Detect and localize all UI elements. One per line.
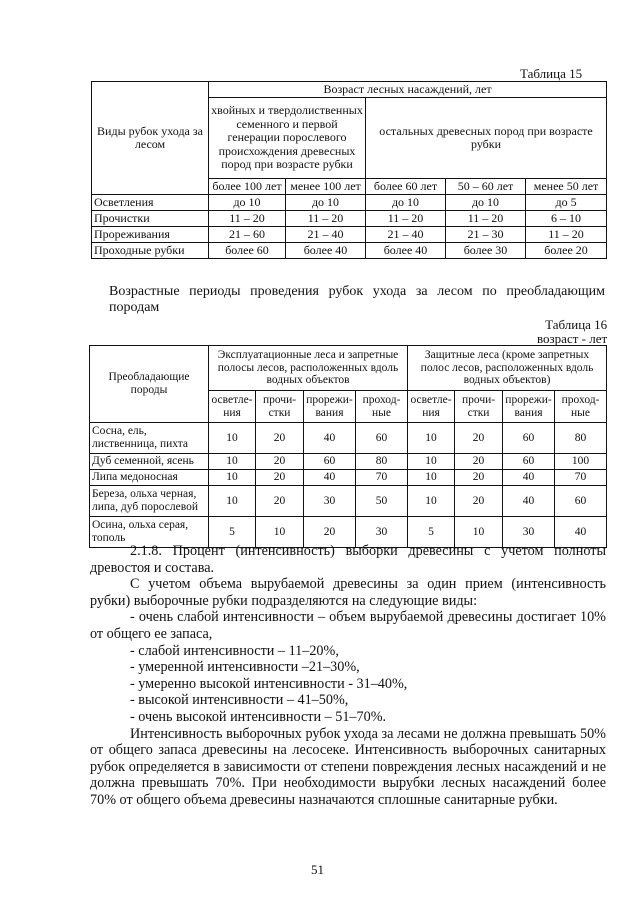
table-cell: 20 — [304, 517, 356, 548]
table-cell: до 10 — [286, 195, 366, 211]
table-cell: 21 – 30 — [446, 227, 526, 243]
table-cell: более 40 — [286, 243, 366, 259]
table15-age-col: менее 100 лет — [286, 179, 366, 195]
table16-subcaption: возраст - лет — [537, 331, 608, 346]
table15-age-col: более 100 лет — [209, 179, 286, 195]
paragraph-intensity-limits: Интенсивность выборочных рубок ухода за лесами не должна превышать 50% от общего запаса древесины на лесосеке. Интенсивность выборочных санитарных рубок определяется в зависимости от степени повреждения лесных насаждений и не должна превышать 70%. При необходимости вырубки лесных насаждений более 70% от общего объема древесины назначаются сплошные санитарные рубки. — [90, 725, 606, 808]
table-cell: 80 — [555, 423, 607, 454]
table16-row-name: Береза, ольха черная, липа, дуб порослевой — [90, 486, 209, 517]
table-cell: до 10 — [366, 195, 446, 211]
table16-row-header: Преобладающие породы — [90, 346, 209, 423]
table16-sub-col: осветле-ния — [209, 391, 256, 423]
table-cell: 10 — [209, 470, 256, 486]
table-cell: 40 — [503, 486, 555, 517]
table-16 — [89, 345, 607, 548]
table-cell: 40 — [304, 423, 356, 454]
table-row — [92, 195, 607, 211]
table-cell: более 20 — [526, 243, 607, 259]
table16-group-exploitation: Эксплуатационные леса и запретные полосы лесов, расположенных вдоль водных объектов — [209, 346, 408, 391]
table-cell: 40 — [304, 470, 356, 486]
table-cell: 20 — [256, 486, 304, 517]
table15-group-header: Возраст лесных насаждений, лет — [209, 82, 607, 98]
table-cell: 20 — [256, 470, 304, 486]
table-cell: 20 — [455, 423, 503, 454]
table-cell: 11 – 20 — [526, 227, 607, 243]
table15-row-name: Проходные рубки — [92, 243, 209, 259]
table-cell: 11 – 20 — [366, 211, 446, 227]
table-cell: 20 — [256, 454, 304, 470]
table-cell: 10 — [408, 470, 455, 486]
table-cell: 10 — [256, 517, 304, 548]
table16-sub-col: прорежи-вания — [503, 391, 555, 423]
table15-row-name: Осветления — [92, 195, 209, 211]
table-cell: 11 – 20 — [286, 211, 366, 227]
table16-row-name: Дуб семенной, ясень — [90, 454, 209, 470]
table-cell: 40 — [555, 517, 607, 548]
table15-age-col: 50 – 60 лет — [446, 179, 526, 195]
paragraph-intensity-intro: С учетом объема вырубаемой древесины за один прием (интенсивность рубки) выборочные рубки подразделяются на следующие виды: — [90, 576, 606, 609]
table-cell: 10 — [209, 486, 256, 517]
table-cell: 30 — [356, 517, 408, 548]
table-cell: 5 — [408, 517, 455, 548]
table-cell: до 10 — [446, 195, 526, 211]
table-cell: 20 — [455, 470, 503, 486]
table16-sub-col: проход-ные — [555, 391, 607, 423]
table-cell: 21 – 60 — [209, 227, 286, 243]
table-cell: 40 — [503, 470, 555, 486]
table-cell: 10 — [408, 486, 455, 517]
table-cell: 80 — [356, 454, 408, 470]
table-cell: более 40 — [366, 243, 446, 259]
list-item: - очень слабой интенсивности – объем вырубаемой древесины достигает 10% от общего ее запаса, — [90, 609, 606, 642]
table-cell: 10 — [408, 423, 455, 454]
list-item: - слабой интенсивности – 11–20%, — [130, 642, 339, 659]
table-cell: до 5 — [526, 195, 607, 211]
table16-caption: Таблица 16 — [545, 317, 608, 332]
table-cell: 60 — [503, 423, 555, 454]
table16-sub-col: прорежи-вания — [304, 391, 356, 423]
table16-row-name: Липа медоносная — [90, 470, 209, 486]
list-item: - умеренно высокой интенсивности - 31–40%, — [130, 675, 408, 692]
table-row — [90, 454, 607, 470]
table16-sub-col: проход-ные — [356, 391, 408, 423]
table-cell: 10 — [209, 454, 256, 470]
table16-row-name: Сосна, ель, лиственница, пихта — [90, 423, 209, 454]
table15-caption: Таблица 15 — [520, 66, 583, 81]
table-15 — [91, 81, 607, 259]
table-row — [90, 423, 607, 454]
table-cell: 30 — [304, 486, 356, 517]
table15-subgroup-other: остальных древесных пород при возрасте рубки — [366, 98, 607, 179]
table-row — [90, 470, 607, 486]
table-cell: 21 – 40 — [366, 227, 446, 243]
table-cell: 11 – 20 — [209, 211, 286, 227]
table15-row-name: Прочистки — [92, 211, 209, 227]
table-row — [92, 243, 607, 259]
table15-row-header: Виды рубок ухода за лесом — [92, 82, 209, 195]
table-cell: 60 — [304, 454, 356, 470]
table-cell: 30 — [503, 517, 555, 548]
table-cell: до 10 — [209, 195, 286, 211]
table-cell: 6 – 10 — [526, 211, 607, 227]
table-cell: 50 — [356, 486, 408, 517]
table15-age-col: более 60 лет — [366, 179, 446, 195]
page-number: 51 — [311, 862, 324, 877]
table-cell: 20 — [455, 454, 503, 470]
table16-row-name: Осина, ольха серая, тополь — [90, 517, 209, 548]
table15-row-name: Прореживания — [92, 227, 209, 243]
list-item: - высокой интенсивности – 41–50%, — [130, 692, 349, 709]
list-item: - очень высокой интенсивности – 51–70%. — [130, 708, 387, 725]
table-row — [92, 211, 607, 227]
table-cell: 11 – 20 — [446, 211, 526, 227]
table16-caption-block — [537, 318, 607, 346]
table-cell: 100 — [555, 454, 607, 470]
table-cell: более 60 — [209, 243, 286, 259]
list-item: - умеренной интенсивности –21–30%, — [130, 659, 360, 676]
table-row — [92, 227, 607, 243]
table15-subgroup-conifer: хвойных и твердолиственных семенного и первой генерации порослевого происхождения древесных пород при возрасте рубки — [209, 98, 366, 179]
table15-age-col: менее 50 лет — [526, 179, 607, 195]
table-cell: 10 — [455, 517, 503, 548]
table-cell: 10 — [209, 423, 256, 454]
table-cell: 20 — [455, 486, 503, 517]
table16-group-protective: Защитные леса (кроме запретных полос лесов, расположенных вдоль водных объектов) — [408, 346, 607, 391]
table-cell: 21 – 40 — [286, 227, 366, 243]
table-cell: 5 — [209, 517, 256, 548]
table-cell: 70 — [555, 470, 607, 486]
table-cell: 60 — [555, 486, 607, 517]
table16-sub-col: прочи-стки — [256, 391, 304, 423]
table16-sub-col: осветле-ния — [408, 391, 455, 423]
table-cell: 60 — [503, 454, 555, 470]
body-text — [90, 543, 606, 809]
table16-sub-col: прочи-стки — [455, 391, 503, 423]
table-cell: 20 — [256, 423, 304, 454]
table-cell: более 30 — [446, 243, 526, 259]
table-row — [90, 486, 607, 517]
table-cell: 10 — [408, 454, 455, 470]
table16-heading: Возрастные периоды проведения рубок ухода за лесом по преобладающим породам — [109, 284, 605, 315]
table-cell: 70 — [356, 470, 408, 486]
table-cell: 60 — [356, 423, 408, 454]
paragraph-2-1-8: 2.1.8. Процент (интенсивность) выборки древесины с учетом полноты древостоя и состава. — [90, 543, 606, 576]
